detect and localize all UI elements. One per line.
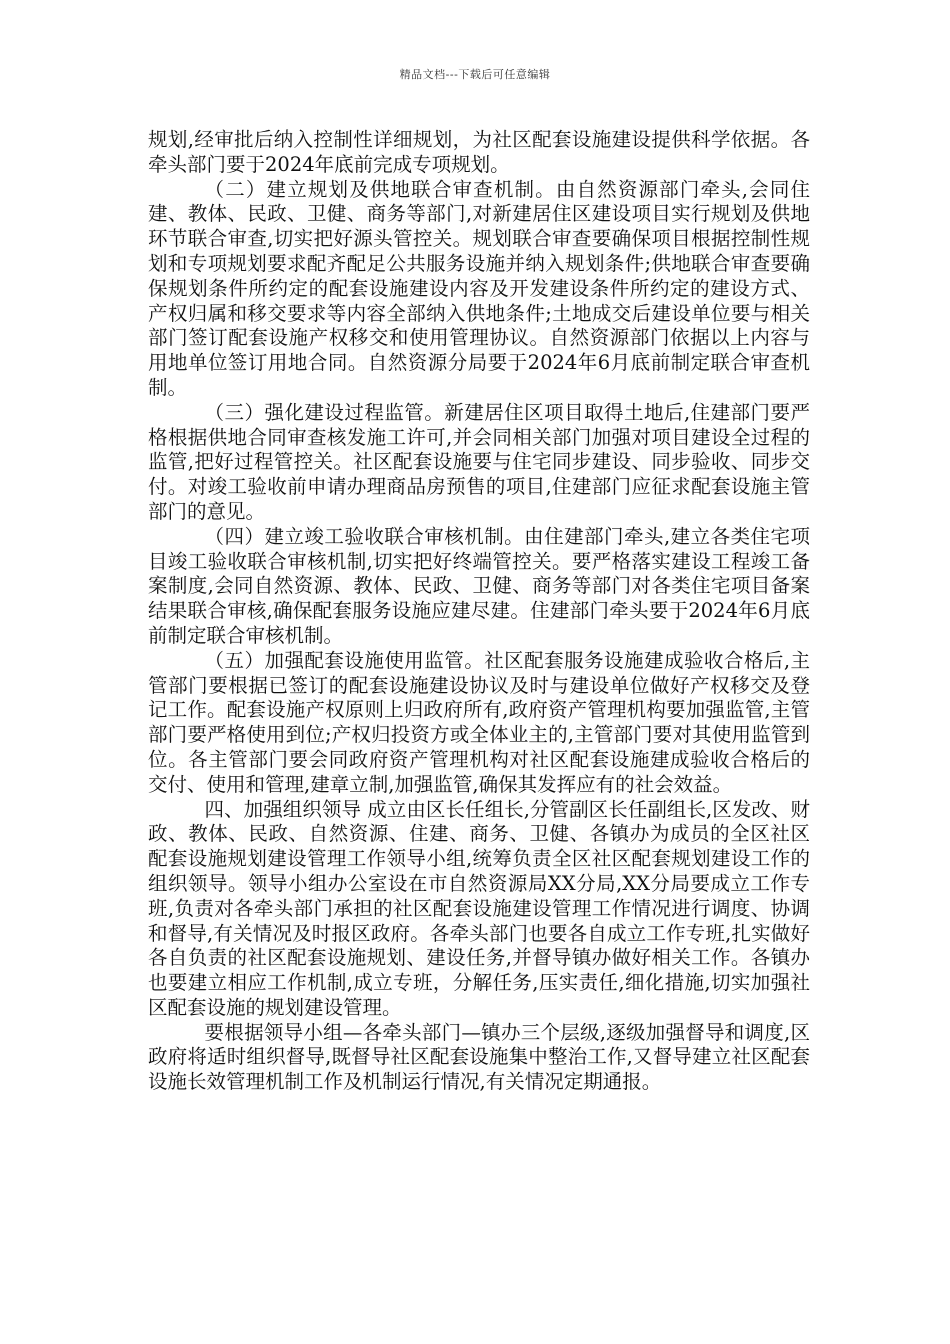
paragraph-construction-supervision: （三）强化建设过程监管。新建居住区项目取得土地后,住建部门要严格根据供地合同审查核发施工许可,并会同相关部门加强对项目建设全过程的监管,把好过程管控关。社区配套设施要与住宅同步建设、同步验收、同步交付。对竣工验收前申请办理商品房预售的项目,住建部门应征求配套设施主管部门的意见。 — [148, 400, 810, 523]
paragraph-supervision-reporting: 要根据领导小组—各牵头部门—镇办三个层级,逐级加强督导和调度,区政府将适时组织督导,既督导社区配套设施集中整治工作,又督导建立社区配套设施长效管理机制工作及机制运行情况,有关情况定期通报。 — [148, 1020, 810, 1094]
paragraph-continued-planning: 规划,经审批后纳入控制性详细规划，为社区配套设施建设提供科学依据。各牵头部门要于2024年底前完成专项规划。 — [148, 128, 810, 176]
paragraph-completion-acceptance: （四）建立竣工验收联合审核机制。由住建部门牵头,建立各类住宅项目竣工验收联合审核机制,切实把好终端管控关。要严格落实建设工程竣工备案制度,会同自然资源、教体、民政、卫健、商务等部门对各类住宅项目备案结果联合审核,确保配套服务设施应建尽建。住建部门牵头要于2024年6月底前制定联合审核机制。 — [148, 524, 810, 647]
page-header-note: 精品文档---下载后可任意编辑 — [399, 68, 551, 81]
paragraph-usage-supervision: （五）加强配套设施使用监管。社区配套服务设施建成验收合格后,主管部门要根据已签订的配套设施建设协议及时与建设单位做好产权移交及登记工作。配套设施产权原则上归政府所有,政府资产管理机构要加强监管,主管部门要严格使用到位;产权归投资方或全体业主的,主管部门要对其使用监管到位。各主管部门要会同政府资产管理机构对社区配套设施建成验收合格后的交付、使用和管理,建章立制,加强监管,确保其发挥应有的社会效益。 — [148, 648, 810, 796]
document-body — [148, 128, 810, 1095]
paragraph-organization-leadership: 四、加强组织领导 成立由区长任组长,分管副区长任副组长,区发改、财政、教体、民政、自然资源、住建、商务、卫健、各镇办为成员的全区社区配套设施规划建设管理工作领导小组,统筹负责全区社区配套规划建设工作的组织领导。领导小组办公室设在市自然资源局XX分局,XX分局要成立工作专班,负责对各牵头部门承担的社区配套设施建设管理工作情况进行调度、协调和督导,有关情况及时报区政府。各牵头部门也要各自成立工作专班,扎实做好各自负责的社区配套设施规划、建设任务,并督导镇办做好相关工作。各镇办也要建立相应工作机制,成立专班，分解任务,压实责任,细化措施,切实加强社区配套设施的规划建设管理。 — [148, 797, 810, 1019]
paragraph-joint-review-mechanism: （二）建立规划及供地联合审查机制。由自然资源部门牵头,会同住建、教体、民政、卫健、商务等部门,对新建居住区建设项目实行规划及供地环节联合审查,切实把好源头管控关。规划联合审查要确保项目根据控制性规划和专项规划要求配齐配足公共服务设施并纳入规划条件;供地联合审查要确保规划条件所约定的配套设施建设内容及开发建设条件所约定的建设方式、产权归属和移交要求等内容全部纳入供地条件;土地成交后建设单位要与相关部门签订配套设施产权移交和使用管理协议。自然资源部门依据以上内容与用地单位签订用地合同。自然资源分局要于2024年6月底前制定联合审查机制。 — [148, 177, 810, 399]
